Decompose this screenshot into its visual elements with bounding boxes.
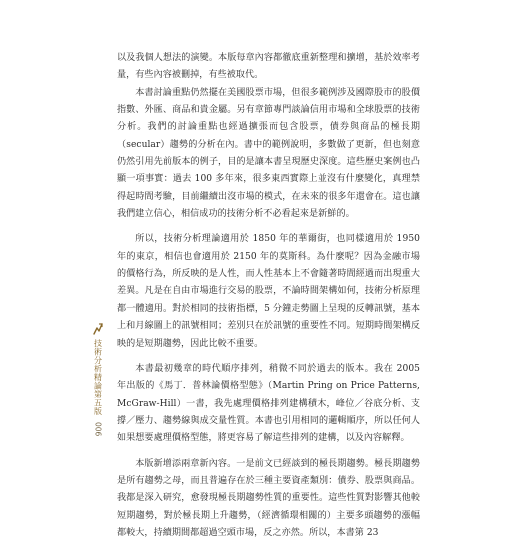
book-title: 技術分析精論第五版 — [93, 339, 103, 416]
body-text — [117, 50, 420, 542]
paragraph-3: 所以，技術分析理論適用於 1850 年的華爾街，也同樣適用於 1950 年的東京，相信也會適用於 2150 年的莫斯科。為什麼呢？因為金融市場的價格行為，所反映的是人性，而人性基本上不會隨著時間經過而出現重大差異。凡是在自由市場進行交易的股票，不論時間架構如何，技術分析原理都一體適用。對於相同的技術指標，5 分鐘走勢圖上呈現的反轉訊號，基本上和月線圖上的訊號相同；差別只在於訊號的重要性不同。短期時間架構反映的是短期趨勢，因此比較不重要。 — [117, 234, 420, 349]
paragraph-2: 本書討論重點仍然擺在美國股票市場，但很多範例涉及國際股市的股價指數、外匯、商品和貴金屬。另有章節專門談論信用市場和全球股票的技術分析。我們的討論重點也經過擴張而包含股票，債券與商品的極長期（secular）趨勢的分析在內。書中的範例說明，多數做了更新，但也刻意仍然引用先前版本的例子，目的是讓本書呈現歷史深度。這些歷史案例也凸顯一項事實：過去 100 多年來，很多東西實際上並沒有什麼變化，真理禁得起時間考驗，目前繼續出沒市場的模式，在未來的很多年還會在。這也讓我們建立信心，相信成功的技術分析不必看起來是新鮮的。 — [117, 87, 420, 220]
paragraph-1: 以及我個人想法的演變。本版每章內容都徹底重新整理和擴增，基於效率考量，有些內容被刪掉，有些被取代。 — [117, 53, 420, 81]
paragraph-4: 本書最初幾章的時代順序排列，稍微不同於過去的版本。我在 2005 年出版的《馬丁．普林論價格型態》（Martin Pring on Price Patterns, McGraw-Hill）一書，我先處理價格排列建構積木，峰位／谷底分析、支撐／壓力、趨勢線與成交量性質。本書也引用相同的邏輯順序，所以任何人如果想要處理價格型態，將更容易了解這些排列的建構，以及內容解釋。 — [117, 363, 420, 444]
chart-logo-icon — [93, 322, 103, 336]
paragraph-5: 本版新增添兩章新內容。一是前文已經談到的極長期趨勢。極長期趨勢是所有趨勢之母，而且普遍存在於三種主要資產類別：債券、股票與商品。我都是深入研究，愈發現極長期趨勢性質的重要性。這些性質對影響其他較短期趨勢，對於極長期上升趨勢，（經濟循環相關的）主要多頭趨勢的漲幅都較大，持續期間都超過空頭市場，反之亦然。所以，本書第 23 — [117, 458, 420, 538]
page-number: 006 — [93, 421, 103, 436]
running-sidebar — [92, 322, 104, 436]
